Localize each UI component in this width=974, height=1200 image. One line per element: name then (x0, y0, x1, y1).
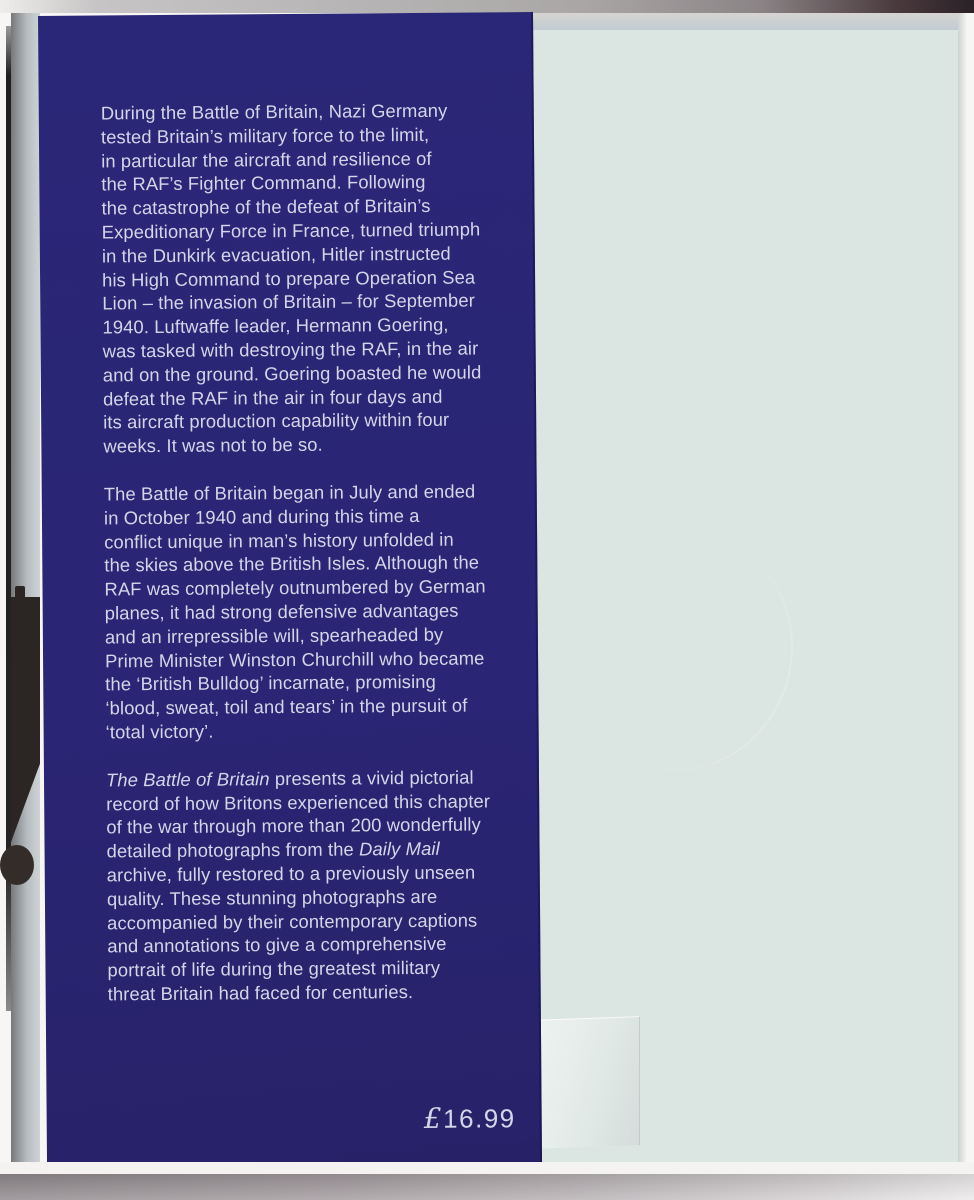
scan-bottom-shadow (0, 1174, 974, 1200)
flap-line: detailed photographs from the Daily Mail (106, 837, 440, 862)
cover-top-edge (531, 13, 965, 30)
flap-line: Lion – the invasion of Britain – for September (102, 289, 475, 314)
flap-line: ‘blood, sweat, toil and tears’ in the pursuit of (105, 694, 468, 719)
cover-photo-wheel (0, 845, 34, 885)
flap-line: The Battle of Britain began in July and ended (103, 480, 476, 505)
flap-line: portrait of life during the greatest military (107, 956, 441, 981)
flap-line: the skies above the British Isles. Although the (104, 551, 480, 576)
flap-line: the RAF’s Fighter Command. Following (101, 171, 426, 195)
price-amount: 16.99 (442, 1103, 516, 1134)
flap-line: and an irrepressible will, spearheaded by (104, 623, 444, 648)
flap-line: the catastrophe of the defeat of Britain’s (101, 195, 431, 219)
price-label (424, 1101, 516, 1135)
flap-paragraph (106, 765, 521, 1006)
flap-line: defeat the RAF in the air in four days and (102, 385, 443, 410)
jacket-bottom-edge (0, 1162, 974, 1174)
flap-line: During the Battle of Britain, Nazi Germany (100, 99, 448, 124)
currency-symbol: £ (423, 1101, 444, 1135)
flap-line: its aircraft production capability within four (103, 409, 450, 433)
flap-line: in October 1940 and during this time a (103, 504, 420, 529)
flap-line: quality. These stunning photographs are (106, 885, 438, 910)
flap-line: tested Britain’s military force to the limit, (100, 123, 430, 148)
flap-line: ‘total victory’. (105, 720, 214, 743)
flap-line: was tasked with destroying the RAF, in the air (102, 337, 479, 362)
flap-line: in particular the aircraft and resilience of (101, 147, 432, 172)
flap-line: Expeditionary Force in France, turned triumph (101, 218, 481, 243)
flap-line: his High Command to prepare Operation Sea (101, 266, 476, 291)
flap-line: archive, fully restored to a previously unseen (106, 861, 476, 886)
flap-line: threat Britain had faced for centuries. (107, 980, 414, 1005)
flap-paragraph (104, 479, 519, 744)
jacket-flap-panel (38, 12, 542, 1166)
flap-line: in the Dunkirk evacuation, Hitler instructed (101, 242, 451, 267)
flap-line: weeks. It was not to be so. (103, 433, 323, 457)
scan-right-margin (958, 13, 966, 1168)
flap-line: Prime Minister Winston Churchill who became (104, 646, 485, 671)
flap-line: and annotations to give a comprehensive (107, 933, 447, 957)
flap-line: planes, it had strong defensive advantages (104, 599, 459, 624)
flap-paragraph (101, 98, 517, 458)
scan-top-edge (0, 0, 974, 13)
flap-line: conflict unique in man’s history unfolded in (104, 528, 454, 552)
flap-line: of the war through more than 200 wonderfully (106, 813, 481, 838)
flap-line: the ‘British Bulldog’ incarnate, promising (105, 671, 436, 695)
flap-line: RAF was completely outnumbered by German (104, 575, 486, 600)
flap-blurb (38, 12, 539, 1007)
flap-line: The Battle of Britain presents a vivid pictorial (105, 766, 474, 791)
flap-line: 1940. Luftwaffe leader, Hermann Goering, (102, 313, 449, 338)
flap-line: and on the ground. Goering boasted he would (102, 361, 482, 386)
flap-line: accompanied by their contemporary captions (107, 909, 478, 933)
tape-reflection (533, 1016, 640, 1149)
flap-line: record of how Britons experienced this chapter (106, 789, 491, 814)
